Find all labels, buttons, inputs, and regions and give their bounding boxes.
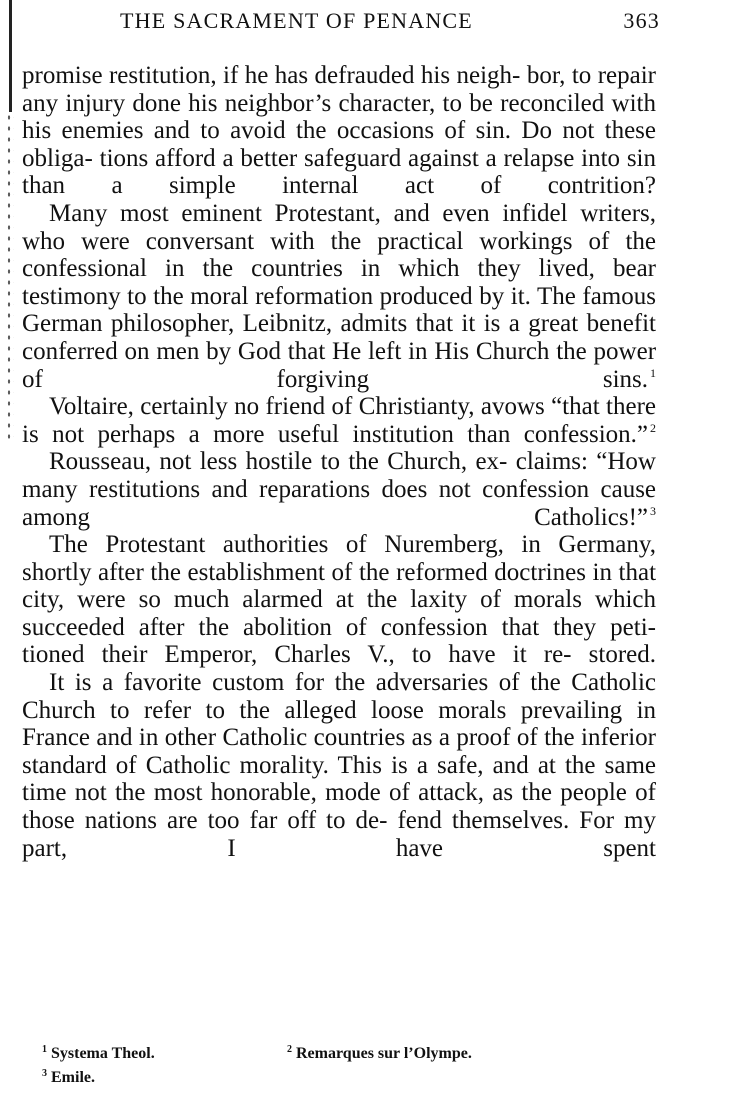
page-number: 363 [623,8,660,33]
body-text [22,62,656,862]
paragraph-rousseau: Rousseau, not less hostile to the Church, ex- claims: “How many restitutions and reparations does not confession cause among Catholics!” $^3$ [22,448,657,531]
paragraph-leibnitz: Many most eminent Protestant, and even infidel writers, who were conversant with the practical workings of the confessional in the countries in which they lived, bear testimony to the moral reformation produced by it. The famous German philosopher, Leibnitz, admits that it is a great benefit conferred on men by God that He left in His Church the power of forgiving sins. $^1$ [22,199,657,393]
binding-edge-mark [9,0,12,112]
footnote-row [42,1042,602,1066]
footnote-1: $^1$ Systema Theol. [42,1043,155,1062]
paragraph-continued: promise restitution, if he has defrauded his neigh- bor, to repair any injury done his neighbor’s character, to be reconciled with his enemies and to avoid the occasions of sin. Do not these obliga- tions afford a better safeguard against a relapse into sin than a simple internal act of contrition? [22,62,656,200]
running-head [120,8,660,38]
binding-edge-specks [6,112,14,442]
footnote-ref-2: 2 [650,421,657,436]
running-head-title: THE SACRAMENT OF PENANCE [120,8,473,33]
footnote-ref-1: 1 [650,366,656,381]
footnote-2: $^2$ Remarques sur l’Olympe. [287,1043,472,1062]
footnote-ref-3: 3 [650,504,656,519]
footnote-3: $^3$ Emile. [42,1067,95,1086]
paragraph-adversaries: It is a favorite custom for the adversaries of the Catholic Church to refer to the alleged loose morals prevailing in France and in other Catholic countries as a proof of the inferior standard of Catholic morality. This is a safe, and at the same time not the most honorable, mode of attack, as the people of those nations are too far off to de- fend themselves. For my part, I have spent [22,669,657,862]
paragraph-voltaire: Voltaire, certainly no friend of Christianty, avows “that there is not perhaps a more useful institution than confession.” $^2$ [22,393,657,448]
footnotes [42,1042,602,1090]
paragraph-nuremberg: The Protestant authorities of Nuremberg, in Germany, shortly after the establishment of the reformed doctrines in that city, were so much alarmed at the laxity of morals which succeeded after the abolition of confession that they peti- tioned their Emperor, Charles V., to have it re- stored. [22,531,657,669]
footnote-row [42,1066,602,1090]
